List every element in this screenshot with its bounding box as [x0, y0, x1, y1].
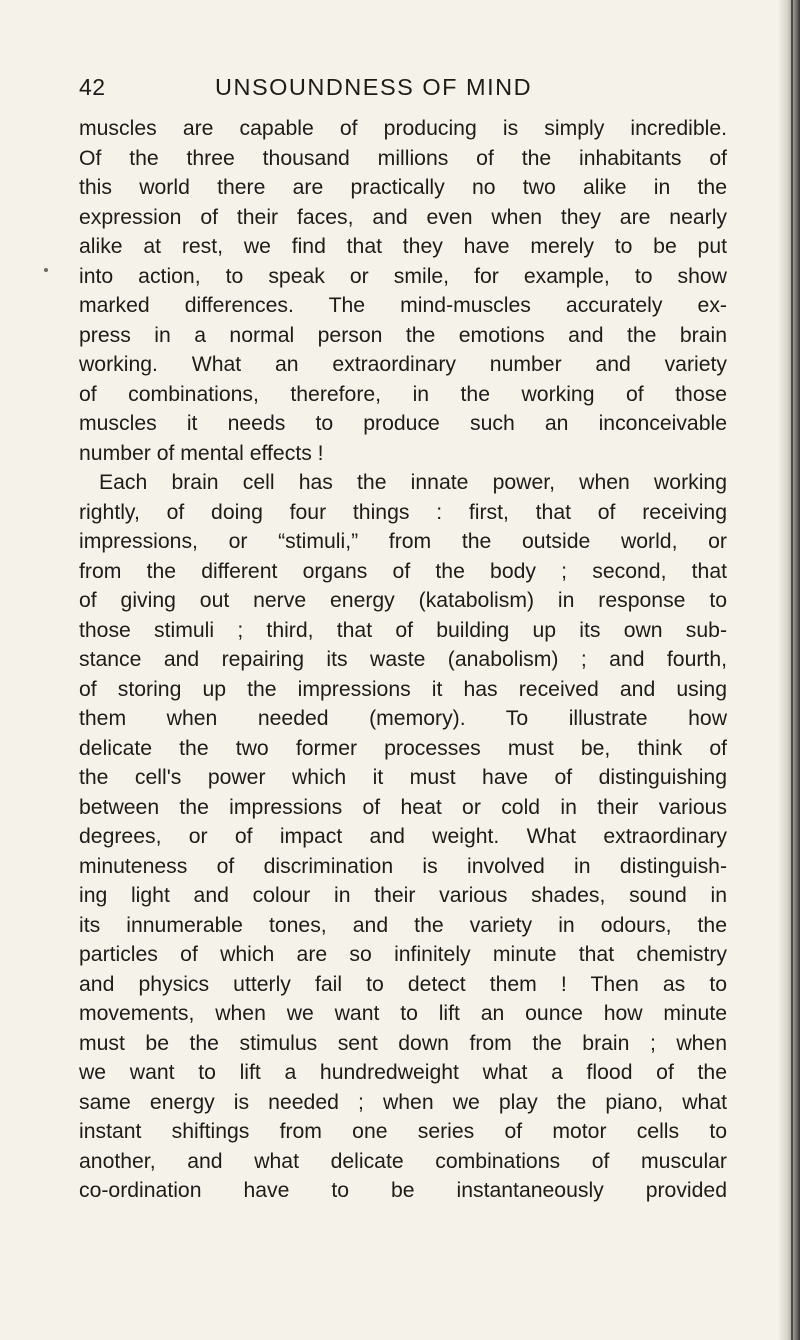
page-number: 42 — [79, 74, 106, 100]
text-line: degrees, or of impact and weight. What extraordinary — [79, 825, 727, 848]
text-line: those stimuli ; third, that of building up its own sub- — [79, 618, 727, 642]
text-line: another, and what delicate combinations of muscular — [79, 1149, 727, 1173]
text-line: Of the three thousand millions of the inhabitants of — [79, 146, 727, 170]
text-line: movements, when we want to lift an ounce how minute — [79, 1002, 727, 1025]
binding-edge — [791, 0, 793, 1340]
running-head — [0, 74, 800, 108]
text-line: must be the stimulus sent down from the brain ; when — [79, 1031, 727, 1055]
margin-speck — [44, 268, 48, 272]
text-line: its innumerable tones, and the variety in odours, the — [79, 913, 727, 937]
text-line: of storing up the impressions it has received and using — [79, 677, 727, 701]
text-line: rightly, of doing four things : first, that of receiving — [79, 500, 727, 524]
text-line: expression of their faces, and even when they are nearly — [79, 205, 727, 229]
body-text — [79, 114, 727, 1206]
text-line: we want to lift a hundredweight what a flood of the — [79, 1061, 727, 1084]
text-line: co-ordination have to be instantaneously provided — [79, 1179, 727, 1202]
text-line: stance and repairing its waste (anabolism) ; and fourth, — [79, 648, 727, 671]
text-line: between the impressions of heat or cold in their various — [79, 795, 727, 819]
text-line: ing light and colour in their various shades, sound in — [79, 884, 727, 907]
text-line: into action, to speak or smile, for example, to show — [79, 264, 727, 288]
text-line: of giving out nerve energy (katabolism) in response to — [79, 589, 727, 612]
text-line: and physics utterly fail to detect them ! Then as to — [79, 972, 727, 996]
binding-shadow — [778, 0, 800, 1340]
text-line: the cell's power which it must have of distinguishing — [79, 766, 727, 789]
text-line: from the different organs of the body ; second, that — [79, 559, 727, 583]
paragraph-end-line: number of mental effects ! — [79, 441, 324, 465]
text-line: them when needed (memory). To illustrate how — [79, 707, 727, 730]
text-line: impressions, or “stimuli,” from the outside world, or — [79, 530, 727, 553]
text-line: same energy is needed ; when we play the piano, what — [79, 1090, 727, 1114]
text-line: muscles are capable of producing is simply incredible. — [79, 117, 727, 140]
text-line: instant shiftings from one series of motor cells to — [79, 1120, 727, 1143]
text-line: delicate the two former processes must be, think of — [79, 736, 727, 760]
text-line: of combinations, therefore, in the working of those — [79, 382, 727, 406]
text-line: particles of which are so infinitely minute that chemistry — [79, 943, 727, 966]
text-line: this world there are practically no two alike in the — [79, 176, 727, 199]
running-title: UNSOUNDNESS OF MIND — [215, 74, 533, 100]
paragraph-first-line: Each brain cell has the innate power, when working — [99, 471, 727, 494]
text-line: alike at rest, we find that they have merely to be put — [79, 235, 727, 258]
text-line: muscles it needs to produce such an inconceivable — [79, 412, 727, 435]
text-line: minuteness of discrimination is involved in distinguish- — [79, 854, 727, 878]
text-line: working. What an extraordinary number and variety — [79, 353, 727, 376]
text-line: marked differences. The mind-muscles accurately ex- — [79, 294, 727, 317]
text-line: press in a normal person the emotions and the brain — [79, 323, 727, 347]
